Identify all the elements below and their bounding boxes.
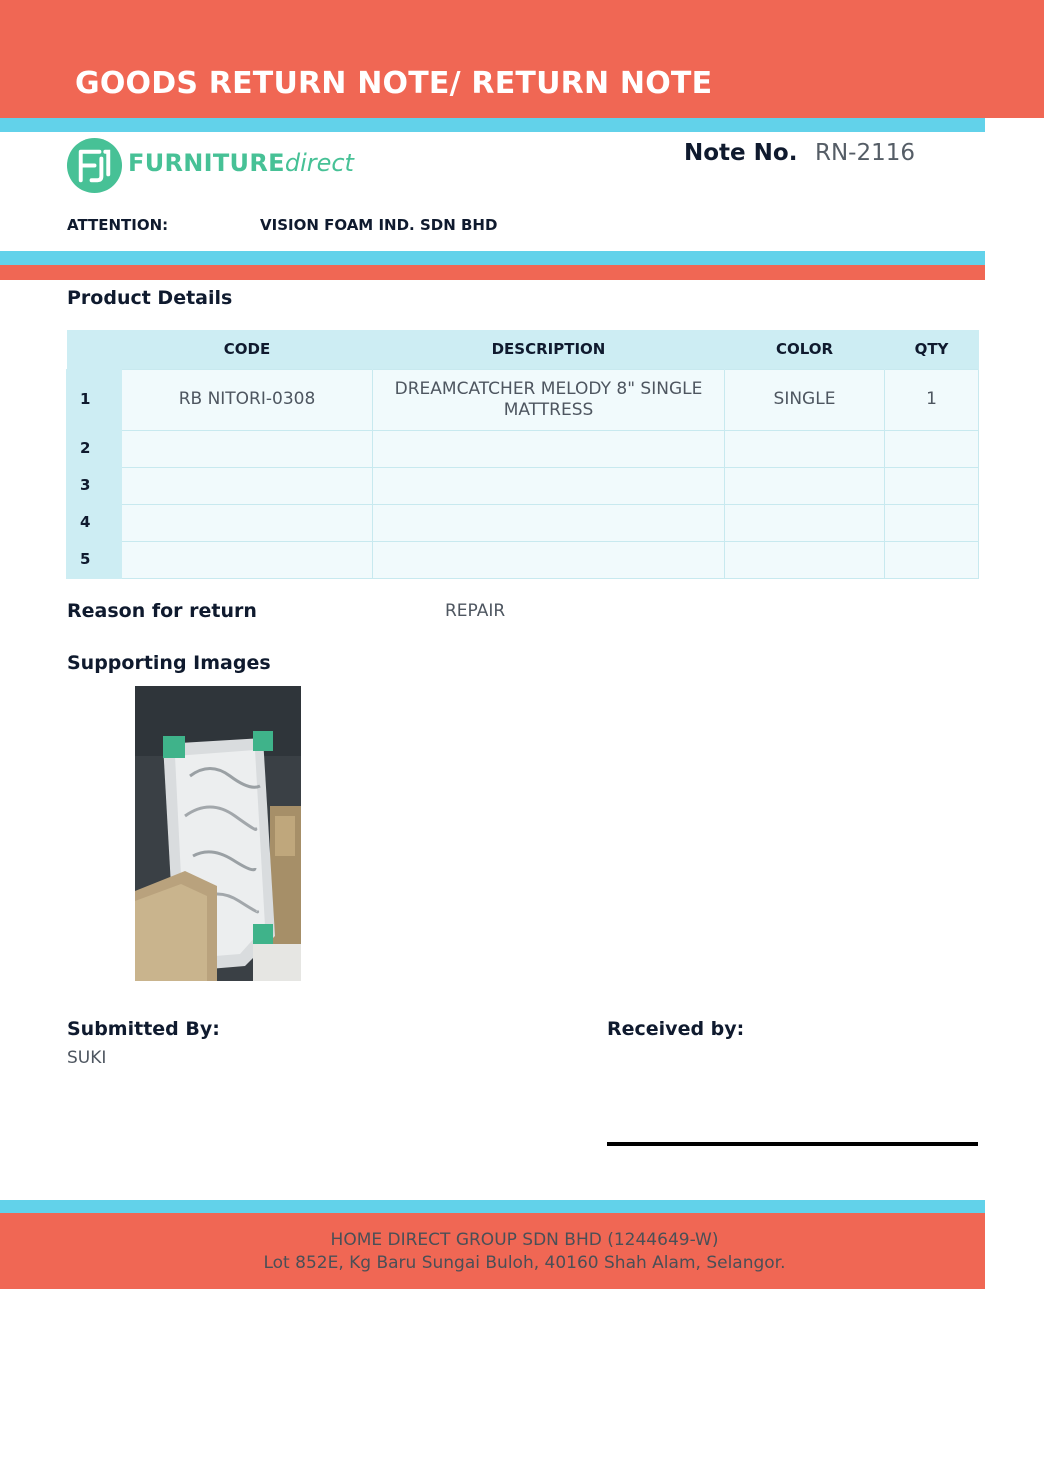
footer-address: Lot 852E, Kg Baru Sungai Buloh, 40160 Shah Alam, Selangor.: [263, 1253, 786, 1273]
logo-wordmark: [128, 149, 354, 177]
table-row: [67, 504, 979, 541]
reason-label: Reason for return: [67, 600, 257, 622]
reason-value: REPAIR: [445, 601, 506, 621]
code-cell: [122, 467, 373, 504]
qty-cell: [885, 541, 979, 578]
table-row: [67, 541, 979, 578]
description-cell: [373, 504, 725, 541]
logo-wordmark-bold: FURNITURE: [128, 149, 285, 177]
supporting-images-title: Supporting Images: [67, 652, 271, 674]
received-by-label: Received by:: [607, 1018, 745, 1040]
color-cell: SINGLE: [725, 369, 885, 430]
mattress-photo-icon: [135, 686, 301, 981]
page-title: GOODS RETURN NOTE/ RETURN NOTE: [75, 66, 713, 101]
table-header-row: [67, 330, 979, 369]
table-row: [67, 430, 979, 467]
submitted-by-label: Submitted By:: [67, 1018, 220, 1040]
table-row: [67, 369, 979, 430]
row-number: 2: [67, 430, 122, 467]
qty-cell: [885, 430, 979, 467]
description-cell: DREAMCATCHER MELODY 8" SINGLE MATTRESS: [373, 369, 725, 430]
table-row: [67, 467, 979, 504]
note-number-value: RN-2116: [815, 140, 916, 166]
color-cell: [725, 430, 885, 467]
color-cell: [725, 467, 885, 504]
supporting-image[interactable]: [135, 686, 301, 981]
attention-value: VISION FOAM IND. SDN BHD: [260, 216, 498, 234]
product-details-title: Product Details: [67, 287, 233, 309]
column-header-color: COLOR: [725, 330, 885, 369]
column-header-qty: QTY: [885, 330, 979, 369]
code-cell: [122, 430, 373, 467]
qty-cell: 1: [885, 369, 979, 430]
divider-stripe-red: [0, 265, 985, 280]
column-header-code: CODE: [122, 330, 373, 369]
code-cell: [122, 504, 373, 541]
note-number-label: Note No.: [684, 140, 798, 166]
color-cell: [725, 541, 885, 578]
row-number: 3: [67, 467, 122, 504]
header-stripe: [0, 118, 985, 132]
row-number: 4: [67, 504, 122, 541]
code-cell: RB NITORI-0308: [122, 369, 373, 430]
submitted-by-value: SUKI: [67, 1048, 107, 1068]
logo-wordmark-italic: direct: [284, 149, 354, 177]
footer-band: [0, 1213, 985, 1289]
divider-stripe-cyan: [0, 251, 985, 265]
attention-label: ATTENTION:: [67, 216, 169, 234]
column-header-number: [67, 330, 122, 369]
logo-mark-icon: [66, 137, 123, 194]
footer-company: HOME DIRECT GROUP SDN BHD (1244649-W): [330, 1230, 719, 1250]
description-cell: [373, 541, 725, 578]
product-details-table: [66, 330, 979, 579]
footer-stripe: [0, 1200, 985, 1213]
description-cell: [373, 467, 725, 504]
signature-line: [607, 1142, 978, 1146]
company-logo: [66, 137, 356, 195]
row-number: 5: [67, 541, 122, 578]
row-number: 1: [67, 369, 122, 430]
code-cell: [122, 541, 373, 578]
column-header-description: DESCRIPTION: [373, 330, 725, 369]
color-cell: [725, 504, 885, 541]
qty-cell: [885, 467, 979, 504]
description-cell: [373, 430, 725, 467]
qty-cell: [885, 504, 979, 541]
